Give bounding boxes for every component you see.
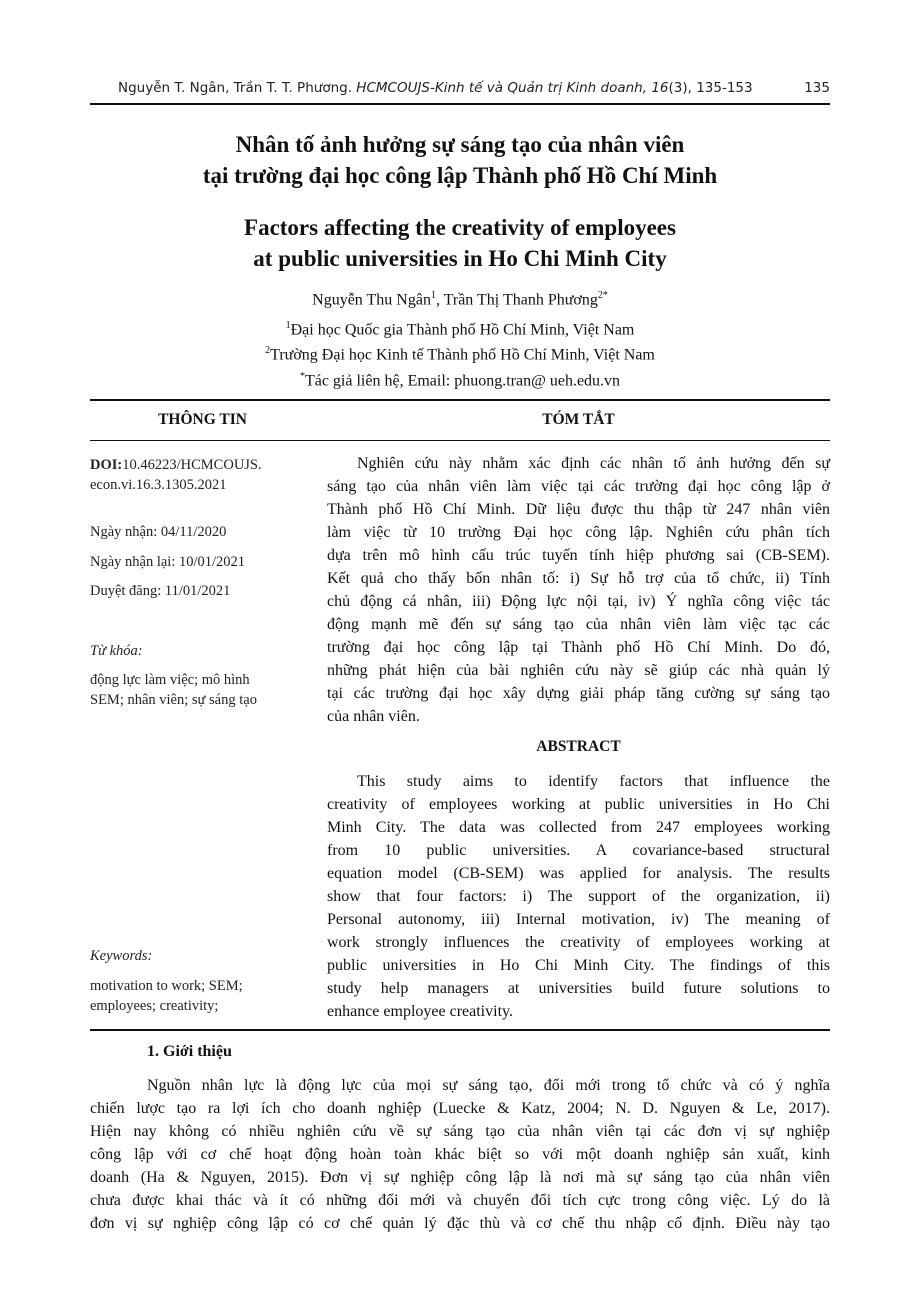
text-line: Hiện nay không có nhiều nghiên cứu về sự sáng tạo của nhân viên tại các đơn vị sự nghiệp — [90, 1123, 830, 1140]
sup: 2* — [597, 290, 608, 301]
abstract-heading: ABSTRACT — [536, 738, 621, 755]
affiliation-text: Đại học Quốc gia Thành phố Hồ Chí Minh, Việt Nam — [290, 321, 635, 339]
affiliation — [90, 340, 830, 365]
keywords-en — [90, 976, 310, 1016]
running-header — [118, 80, 830, 96]
text-line: dựa trên mô hình cấu trúc tuyến tính hiệp phương sai (CB-SEM). — [327, 547, 830, 564]
text-line: đơn vị sự nghiệp công lập có cơ chế quản lý đặc thù và cơ chế thu nhập cố định. Điều này tạo — [90, 1215, 830, 1232]
text-line: chủ động cá nhân, iii) Động lực nội tại, iv) Ý nghĩa công việc tác — [327, 593, 830, 610]
keyword-line: employees; creativity; — [90, 998, 219, 1014]
header-journal: HCMCOUJS-Kinh tế và Quản trị Kinh doanh, 16 — [356, 80, 669, 96]
title-vi — [90, 129, 830, 191]
doi-label: DOI: — [90, 457, 123, 473]
title-line: Factors affecting the creativity of employees — [244, 215, 676, 240]
section-heading: 1. Giới thiệu — [147, 1043, 232, 1060]
affiliation-text: Tác giả liên hệ, Email: phuong.tran@ ueh.edu.vn — [304, 371, 621, 389]
text-line: trường đại học công lập tại Thành phố Hồ Chí Minh. Do đó, — [327, 639, 830, 656]
rule — [90, 440, 830, 441]
received-date: Ngày nhận: 04/11/2020 — [90, 524, 227, 540]
sup: 1 — [430, 290, 436, 301]
revised-date: Ngày nhận lại: 10/01/2021 — [90, 554, 246, 570]
intro-text — [90, 1074, 830, 1235]
text-line: Kết quả cho thấy bốn nhân tố: i) Sự hỗ trợ của tổ chức, ii) Tính — [327, 570, 830, 587]
page-number: 135 — [804, 80, 830, 96]
text-line: Minh City. The data was collected from 247 employees working — [327, 819, 830, 836]
affiliation-text: Trường Đại học Kinh tế Thành phố Hồ Chí Minh, Việt Nam — [270, 346, 655, 364]
header-authors: Nguyễn T. Ngân, Trần T. T. Phương. — [118, 80, 352, 96]
info-heading: THÔNG TIN — [158, 411, 247, 428]
affiliation — [90, 315, 830, 340]
text-line: This study aims to identify factors that influence the — [357, 773, 830, 790]
text-line: của nhân viên. — [327, 708, 420, 725]
text-line: Nguồn nhân lực là động lực của mọi sự sáng tạo, đổi mới trong tổ chức và có ý nghĩa — [147, 1077, 830, 1094]
sup: 2 — [265, 345, 271, 357]
sup: * — [299, 370, 305, 382]
text-line: sáng tạo của nhân viên làm việc tại các trường đại học công lập ở — [327, 478, 830, 495]
title-line: tại trường đại học công lập Thành phố Hồ Chí Minh — [202, 163, 718, 188]
text-line: creativity of employees working at public universities in Ho Chi — [327, 796, 830, 813]
text-line: public universities in Ho Chi Minh City. The findings of this — [327, 957, 830, 974]
summary-heading: TÓM TẮT — [542, 411, 615, 428]
author-1: Nguyễn Thu Ngân — [312, 291, 431, 309]
header-issue: (3), 135-153 — [668, 80, 753, 96]
author-2: Trần Thị Thanh Phương — [443, 291, 598, 309]
text-line: show that four factors: i) The support of the organization, ii) — [327, 888, 830, 905]
text-line: làm việc từ 10 trường Đại học công lập. Nghiên cứu phân tích — [327, 524, 830, 541]
keywords-en-label: Keywords: — [90, 948, 153, 964]
doi-value: 10.46223/HCMCOUJS. — [122, 457, 262, 473]
text-line: chiến lược tạo ra lợi ích cho doanh nghiệp (Luecke & Katz, 2004; N. D. Nguyen & Le, 2017). — [90, 1100, 830, 1117]
doi-value: econ.vi.16.3.1305.2021 — [90, 477, 227, 493]
header-rule — [90, 103, 830, 105]
text-line: work strongly influences the creativity of employees working at — [327, 934, 830, 951]
text-line: Nghiên cứu này nhằm xác định các nhân tố ảnh hưởng đến sự — [357, 455, 830, 472]
keywords-vi-label: Từ khóa: — [90, 643, 143, 659]
keyword-line: động lực làm việc; mô hình — [90, 672, 250, 688]
rule — [90, 1029, 830, 1031]
abstract-text — [327, 770, 830, 1023]
text-line: những phát hiện của bài nghiên cứu này sẽ giúp các nhà quản lý — [327, 662, 830, 679]
rule — [90, 399, 830, 401]
text-line: Personal autonomy, iii) Internal motivation, iv) The meaning of — [327, 911, 830, 928]
text-line: study help managers at universities build future solutions to — [327, 980, 830, 997]
text-line: from 10 public universities. A covariance-based structural — [327, 842, 830, 859]
text-line: equation model (CB-SEM) was applied for analysis. The results — [327, 865, 830, 882]
keyword-line: motivation to work; SEM; — [90, 978, 243, 994]
summary-text — [327, 452, 830, 728]
text-line: công lập với cơ chế hoạt động hoàn toàn khác biệt so với một doanh nghiệp sản xuất, kinh — [90, 1146, 830, 1163]
accepted-date: Duyệt đăng: 11/01/2021 — [90, 583, 231, 599]
text-line: động mạnh mẽ đến sự sáng tạo của nhân viên làm việc tạc các — [327, 616, 830, 633]
keywords-vi — [90, 670, 310, 710]
authors — [90, 285, 830, 310]
text-line: doanh (Ha & Nguyen, 2015). Đơn vị sự nghiệp công lập là nơi mà sự sáng tạo của nhân viên — [90, 1169, 830, 1186]
title-en — [90, 212, 830, 274]
text-line: tại các trường đại học xây dựng giải pháp tăng cường sự sáng tạo — [327, 685, 830, 702]
title-line: at public universities in Ho Chi Minh City — [253, 246, 667, 271]
affiliations — [90, 315, 830, 391]
doi — [90, 455, 310, 495]
text-line: Thành phố Hồ Chí Minh. Dữ liệu được thu thập từ 247 nhân viên — [327, 501, 830, 518]
text-line: enhance employee creativity. — [327, 1003, 513, 1020]
sup: 1 — [285, 320, 291, 331]
text-line: chưa được khai thác và ít có những đổi mới và chuyển đổi tích cực trong công việc. Lý do là — [90, 1192, 830, 1209]
title-line: Nhân tố ảnh hưởng sự sáng tạo của nhân viên — [235, 132, 685, 157]
keyword-line: SEM; nhân viên; sự sáng tạo — [90, 692, 257, 708]
affiliation — [90, 366, 830, 391]
sep: , — [435, 291, 444, 309]
